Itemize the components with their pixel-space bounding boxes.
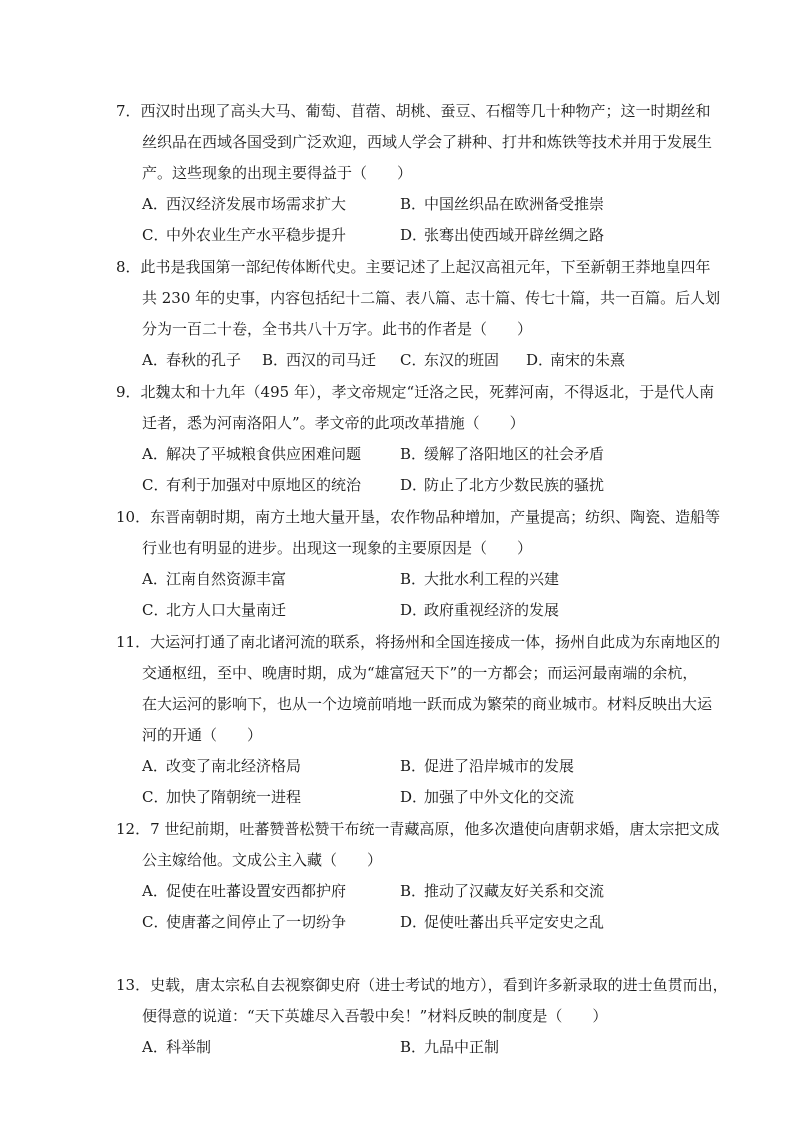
option-text: 促使在吐蕃设置安西都护府: [166, 882, 347, 900]
question-text-line: 在大运河的影响下，也从一个边境前哨地一跃而成为繁荣的商业城市。材料反映出大运: [142, 695, 713, 713]
option-row: [116, 751, 696, 782]
option-b[interactable]: [400, 876, 604, 907]
question-text-line: 分为一百二十卷，全书共八十万字。此书的作者是（ ）: [142, 320, 533, 338]
option-letter: C．: [142, 788, 169, 806]
option-row: [116, 1032, 696, 1063]
option-letter: D．: [400, 226, 428, 244]
option-d[interactable]: [400, 220, 604, 251]
option-text: 使唐蕃之间停止了一切纷争: [166, 913, 347, 931]
option-letter: B．: [400, 1038, 427, 1056]
option-a[interactable]: [142, 189, 346, 220]
option-text: 有利于加强对中原地区的统治: [166, 476, 362, 494]
option-row: [116, 345, 696, 376]
option-text: 加快了隋朝统一进程: [166, 788, 302, 806]
option-row: [116, 595, 696, 626]
option-text: 南宋的朱熹: [550, 351, 626, 369]
option-text: 推动了汉藏友好关系和交流: [424, 882, 605, 900]
option-row: [116, 782, 696, 813]
option-row: [116, 876, 696, 907]
option-row: [116, 220, 696, 251]
option-c[interactable]: [400, 345, 499, 376]
option-text: 中外农业生产水平稳步提升: [166, 226, 347, 244]
option-letter: B．: [400, 570, 427, 588]
option-d[interactable]: [400, 470, 604, 501]
option-row: [116, 564, 696, 595]
option-text: 促进了沿岸城市的发展: [424, 757, 575, 775]
option-letter: D．: [400, 788, 428, 806]
question-text-line: 交通枢纽，至中、晚唐时期，成为“雄富冠天下”的一方都会；而运河最南端的余杭，: [142, 664, 698, 682]
option-c[interactable]: [142, 782, 301, 813]
option-text: 政府重视经济的发展: [424, 601, 560, 619]
question-text-line: 9．北魏太和十九年（495 年），孝文帝规定“迁洛之民，死葬河南，不得返北，于是代人南: [116, 383, 715, 401]
option-text: 九品中正制: [424, 1038, 500, 1056]
option-letter: A．: [142, 757, 168, 775]
option-text: 北方人口大量南迁: [166, 601, 287, 619]
option-c[interactable]: [142, 595, 286, 626]
option-row: [116, 470, 696, 501]
option-text: 西汉的司马迁: [286, 351, 377, 369]
option-letter: D．: [400, 601, 428, 619]
option-letter: C．: [142, 226, 169, 244]
option-letter: D．: [400, 476, 428, 494]
option-d[interactable]: [400, 782, 574, 813]
question-text-line: 丝织品在西域各国受到广泛欢迎，西域人学会了耕种、打井和炼铁等技术并用于发展生: [142, 133, 713, 151]
question-text-line: 7．西汉时出现了高头大马、葡萄、苜蓿、胡桃、蚕豆、石榴等几十种物产；这一时期丝和: [116, 102, 711, 120]
option-row: [116, 439, 696, 470]
option-a[interactable]: [142, 751, 301, 782]
option-text: 加强了中外文化的交流: [424, 788, 575, 806]
option-letter: A．: [142, 882, 168, 900]
option-d[interactable]: [400, 595, 559, 626]
option-letter: A．: [142, 570, 168, 588]
question-text-line: 行业也有明显的进步。出现这一现象的主要原因是（ ）: [142, 539, 533, 557]
option-c[interactable]: [142, 470, 361, 501]
option-letter: A．: [142, 195, 168, 213]
question-text-line: 10．东晋南朝时期，南方土地大量开垦，农作物品种增加，产量提高；纺织、陶瓷、造船等: [116, 508, 721, 526]
question-text-line: 11．大运河打通了南北诸河流的联系，将扬州和全国连接成一体，扬州自此成为东南地区的: [116, 633, 721, 651]
option-text: 缓解了洛阳地区的社会矛盾: [424, 445, 605, 463]
option-row: [116, 189, 696, 220]
option-text: 西汉经济发展市场需求扩大: [166, 195, 347, 213]
option-b[interactable]: [400, 564, 559, 595]
question-12: [116, 814, 720, 938]
option-letter: D．: [526, 351, 554, 369]
option-c[interactable]: [142, 220, 346, 251]
option-row: [116, 907, 696, 938]
option-letter: C．: [142, 913, 169, 931]
option-letter: A．: [142, 351, 168, 369]
option-text: 江南自然资源丰富: [166, 570, 287, 588]
option-c[interactable]: [142, 907, 346, 938]
option-d[interactable]: [526, 345, 625, 376]
question-text-line: 12．7 世纪前期，吐蕃赞普松赞干布统一青藏高原，他多次遣使向唐朝求婚，唐太宗把文成: [116, 820, 720, 838]
option-letter: A．: [142, 445, 168, 463]
question-11: [116, 627, 721, 813]
option-text: 科举制: [166, 1038, 212, 1056]
question-text-line: 共 230 年的史事，内容包括纪十二篇、表八篇、志十篇、传七十篇，共一百篇。后人划: [142, 289, 721, 307]
question-text-line: 迁者，悉为河南洛阳人”。孝文帝的此项改革措施（ ）: [142, 414, 525, 432]
option-text: 东汉的班固: [424, 351, 500, 369]
option-a[interactable]: [142, 439, 361, 470]
option-b[interactable]: [400, 751, 574, 782]
option-letter: D．: [400, 913, 428, 931]
question-8: [116, 252, 721, 376]
option-letter: A．: [142, 1038, 168, 1056]
option-text: 促使吐蕃出兵平定安史之乱: [424, 913, 605, 931]
option-letter: C．: [142, 476, 169, 494]
option-a[interactable]: [142, 345, 241, 376]
option-b[interactable]: [400, 189, 604, 220]
question-10: [116, 502, 721, 626]
option-text: 春秋的孔子: [166, 351, 242, 369]
question-text-line: 产。这些现象的出现主要得益于（ ）: [142, 164, 413, 182]
option-a[interactable]: [142, 1032, 211, 1063]
option-text: 大批水利工程的兴建: [424, 570, 560, 588]
question-7: [116, 96, 713, 251]
question-text-line: 8．此书是我国第一部纪传体断代史。主要记述了上起汉高祖元年，下至新朝王莽地皇四年: [116, 258, 711, 276]
option-a[interactable]: [142, 564, 286, 595]
option-b[interactable]: [400, 1032, 499, 1063]
option-text: 解决了平城粮食供应困难问题: [166, 445, 362, 463]
option-text: 改变了南北经济格局: [166, 757, 302, 775]
option-text: 中国丝织品在欧洲备受推崇: [424, 195, 605, 213]
option-text: 防止了北方少数民族的骚扰: [424, 476, 605, 494]
question-9: [116, 377, 715, 501]
option-letter: B．: [400, 445, 427, 463]
option-b[interactable]: [400, 439, 604, 470]
question-13: [116, 970, 728, 1063]
option-letter: B．: [400, 757, 427, 775]
option-a[interactable]: [142, 876, 346, 907]
question-text-line: 河的开通（ ）: [142, 726, 263, 744]
option-text: 张骞出使西域开辟丝绸之路: [424, 226, 605, 244]
question-text-line: 便得意的说道：“天下英雄尽入吾彀中矣！”材料反映的制度是（ ）: [142, 1007, 608, 1025]
option-letter: C．: [142, 601, 169, 619]
option-letter: B．: [400, 882, 427, 900]
option-d[interactable]: [400, 907, 604, 938]
option-b[interactable]: [262, 345, 376, 376]
question-text-line: 公主嫁给他。文成公主入藏（ ）: [142, 851, 383, 869]
option-letter: C．: [400, 351, 427, 369]
option-letter: B．: [400, 195, 427, 213]
option-letter: B．: [262, 351, 289, 369]
question-text-line: 13．史载，唐太宗私自去视察御史府（进士考试的地方），看到许多新录取的进士鱼贯而出，: [116, 976, 728, 994]
